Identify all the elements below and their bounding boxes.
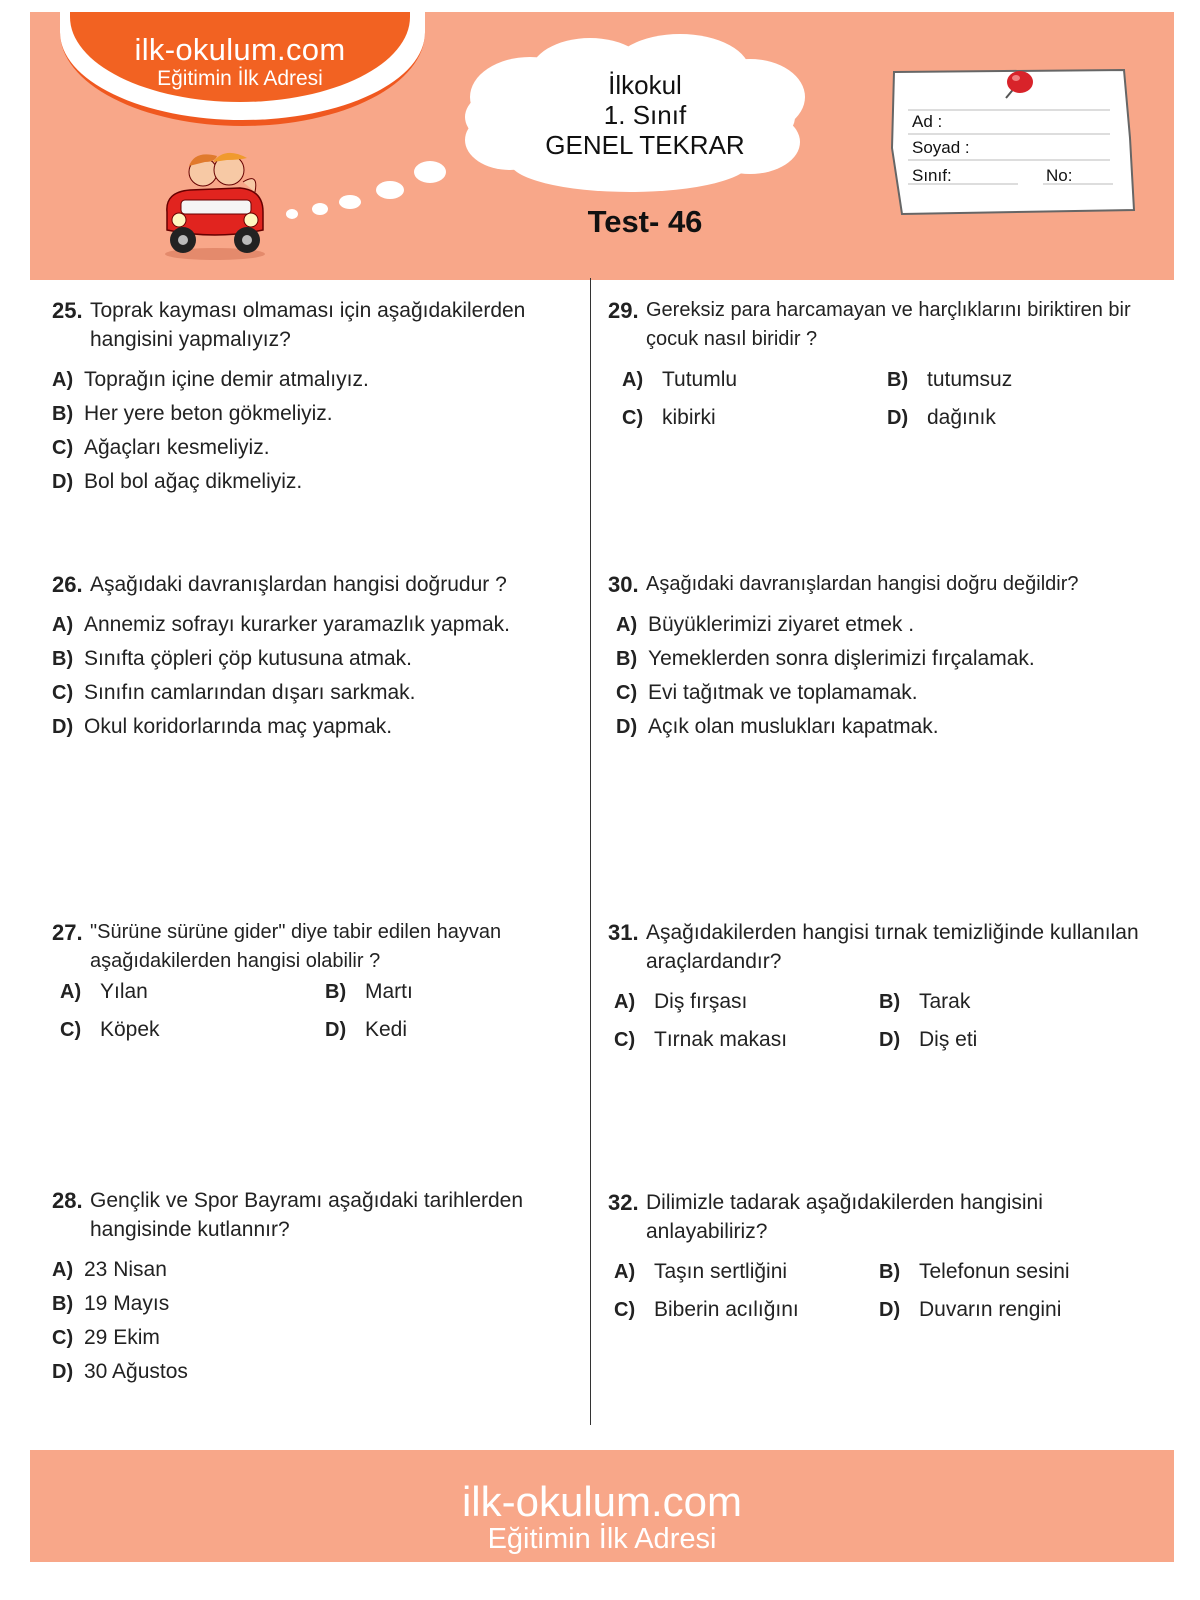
option-b[interactable] bbox=[52, 1292, 592, 1326]
option-c[interactable] bbox=[614, 1028, 879, 1062]
class-field-label: Sınıf: bbox=[912, 166, 952, 185]
option-text: tutumsuz bbox=[927, 368, 1013, 391]
question-26 bbox=[52, 570, 592, 749]
option-d[interactable] bbox=[887, 406, 1152, 440]
option-text: Diş eti bbox=[919, 1028, 978, 1051]
option-b[interactable] bbox=[325, 980, 590, 1014]
option-letter: B) bbox=[52, 648, 74, 670]
option-a[interactable] bbox=[614, 990, 879, 1024]
question-text: Aşağıdaki davranışlardan hangisi doğrudur ? bbox=[90, 573, 507, 596]
option-letter: A) bbox=[60, 981, 82, 1003]
option-letter: C) bbox=[52, 437, 74, 459]
question-stem bbox=[52, 570, 592, 599]
option-letter: C) bbox=[60, 1019, 82, 1041]
option-d[interactable] bbox=[52, 1360, 592, 1394]
footer-site-title: ilk-okulum.com bbox=[461, 1478, 743, 1525]
car-cartoon-icon bbox=[155, 142, 275, 262]
question-text: Gereksiz para harcamayan ve harçlıklarını biriktiren bir çocuk nasıl biridir ? bbox=[646, 299, 1131, 350]
footer-band bbox=[30, 1450, 1174, 1562]
option-letter: B) bbox=[325, 981, 347, 1003]
option-d[interactable] bbox=[52, 470, 592, 504]
option-text: Sınıfın camlarından dışarı sarkmak. bbox=[84, 681, 416, 704]
push-pin-icon bbox=[996, 68, 1036, 102]
option-letter: C) bbox=[622, 407, 644, 429]
name-field-label: Ad : bbox=[912, 112, 943, 131]
test-title: Test- 46 bbox=[587, 204, 703, 239]
question-28 bbox=[52, 1186, 592, 1394]
question-text: Aşağıdaki davranışlardan hangisi doğru değildir? bbox=[646, 573, 1079, 595]
option-d[interactable] bbox=[879, 1028, 1144, 1062]
question-number: 27. bbox=[52, 920, 83, 945]
option-letter: D) bbox=[879, 1029, 901, 1051]
option-c[interactable] bbox=[616, 681, 1168, 715]
option-letter: B) bbox=[616, 648, 638, 670]
option-letter: D) bbox=[887, 407, 909, 429]
option-letter: D) bbox=[616, 716, 638, 738]
question-32 bbox=[608, 1188, 1148, 1332]
question-text: Gençlik ve Spor Bayramı aşağıdaki tarihlerden hangisinde kutlannır? bbox=[90, 1189, 524, 1241]
question-27 bbox=[52, 918, 592, 1052]
option-text: 30 Ağustos bbox=[84, 1360, 188, 1383]
option-text: Biberin acılığını bbox=[654, 1298, 799, 1321]
question-stem bbox=[52, 918, 592, 976]
question-number: 25. bbox=[52, 298, 83, 323]
option-text: Her yere beton gökmeliyiz. bbox=[84, 402, 333, 425]
question-stem bbox=[52, 1186, 592, 1244]
option-c[interactable] bbox=[622, 406, 887, 440]
option-letter: A) bbox=[614, 1261, 636, 1283]
question-25 bbox=[52, 296, 592, 504]
option-text: Taşın sertliğini bbox=[654, 1260, 788, 1283]
option-letter: D) bbox=[325, 1019, 347, 1041]
option-a[interactable] bbox=[52, 368, 592, 402]
student-info-card bbox=[888, 68, 1138, 216]
option-letter: B) bbox=[879, 991, 901, 1013]
question-number: 30. bbox=[608, 572, 639, 597]
option-letter: D) bbox=[52, 716, 74, 738]
number-field-label: No: bbox=[1046, 166, 1073, 185]
option-c[interactable] bbox=[52, 436, 592, 470]
question-text: Dilimizle tadarak aşağıdakilerden hangisini anlayabiliriz? bbox=[646, 1191, 1043, 1243]
footer-subtitle: Eğitimin İlk Adresi bbox=[487, 1523, 717, 1555]
option-text: Yılan bbox=[100, 980, 148, 1003]
question-31 bbox=[608, 918, 1148, 1062]
option-text: Toprağın içine demir atmalıyız. bbox=[84, 368, 369, 391]
school-level: İlkokul bbox=[608, 70, 682, 100]
option-letter: C) bbox=[614, 1029, 636, 1051]
option-text: Yemeklerden sonra dişlerimizi fırçalamak. bbox=[648, 647, 1035, 670]
option-d[interactable] bbox=[879, 1298, 1144, 1332]
option-text: Tırnak makası bbox=[654, 1028, 788, 1051]
question-number: 28. bbox=[52, 1188, 83, 1213]
question-stem bbox=[608, 296, 1148, 354]
grade-label: 1. Sınıf bbox=[603, 100, 687, 130]
option-b[interactable] bbox=[52, 647, 592, 681]
option-letter: A) bbox=[614, 991, 636, 1013]
question-text: Toprak kayması olmaması için aşağıdakilerden hangisini yapmalıyız? bbox=[90, 299, 526, 351]
option-letter: D) bbox=[52, 1361, 74, 1383]
option-letter: C) bbox=[52, 1327, 74, 1349]
question-stem bbox=[608, 918, 1148, 976]
option-letter: A) bbox=[52, 614, 74, 636]
option-letter: A) bbox=[616, 614, 638, 636]
option-a[interactable] bbox=[614, 1260, 879, 1294]
question-number: 31. bbox=[608, 920, 639, 945]
option-letter: C) bbox=[616, 682, 638, 704]
question-stem bbox=[52, 296, 592, 354]
option-c[interactable] bbox=[52, 681, 592, 715]
cloud-text bbox=[500, 70, 790, 160]
option-text: 19 Mayıs bbox=[84, 1292, 170, 1315]
option-b[interactable] bbox=[887, 368, 1152, 402]
question-stem bbox=[608, 570, 1168, 599]
option-text: Duvarın rengini bbox=[919, 1298, 1062, 1321]
option-a[interactable] bbox=[622, 368, 887, 402]
option-text: 29 Ekim bbox=[84, 1326, 160, 1349]
option-b[interactable] bbox=[52, 402, 592, 436]
question-stem bbox=[608, 1188, 1148, 1246]
logo-subtitle: Eğitimin İlk Adresi bbox=[157, 67, 323, 90]
option-letter: A) bbox=[622, 369, 644, 391]
option-text: Evi tağıtmak ve toplamamak. bbox=[648, 681, 918, 704]
option-d[interactable] bbox=[325, 1018, 590, 1052]
option-text: Okul koridorlarında maç yapmak. bbox=[84, 715, 393, 738]
option-letter: D) bbox=[52, 471, 74, 493]
option-letter: B) bbox=[887, 369, 909, 391]
option-a[interactable] bbox=[52, 613, 592, 647]
option-letter: B) bbox=[52, 403, 74, 425]
option-text: Tutumlu bbox=[662, 368, 738, 391]
option-letter: C) bbox=[614, 1299, 636, 1321]
option-text: Sınıfta çöpleri çöp kutusuna atmak. bbox=[84, 647, 413, 670]
review-title: GENEL TEKRAR bbox=[545, 130, 745, 160]
question-text: Aşağıdakilerden hangisi tırnak temizliğinde kullanılan araçlardandır? bbox=[646, 921, 1139, 973]
option-a[interactable] bbox=[52, 1258, 592, 1292]
option-text: Ağaçları kesmeliyiz. bbox=[84, 436, 270, 459]
option-text: Annemiz sofrayı kurarker yaramazlık yapmak. bbox=[84, 613, 510, 636]
question-number: 29. bbox=[608, 298, 639, 323]
option-text: Kedi bbox=[365, 1018, 408, 1041]
option-text: Diş fırşası bbox=[654, 990, 748, 1013]
header-band bbox=[30, 12, 1174, 280]
option-letter: A) bbox=[52, 369, 74, 391]
option-text: Köpek bbox=[100, 1018, 160, 1041]
question-30 bbox=[608, 570, 1168, 749]
option-b[interactable] bbox=[616, 647, 1168, 681]
option-b[interactable] bbox=[879, 1260, 1144, 1294]
option-d[interactable] bbox=[616, 715, 1168, 749]
option-text: dağınık bbox=[927, 406, 996, 429]
option-a[interactable] bbox=[60, 980, 325, 1014]
option-letter: C) bbox=[52, 682, 74, 704]
option-text: 23 Nisan bbox=[84, 1258, 167, 1281]
option-letter: A) bbox=[52, 1259, 74, 1281]
option-text: Büyüklerimizi ziyaret etmek . bbox=[648, 613, 915, 636]
option-b[interactable] bbox=[879, 990, 1144, 1024]
option-text: Martı bbox=[365, 980, 413, 1003]
option-c[interactable] bbox=[614, 1298, 879, 1332]
option-text: Telefonun sesini bbox=[919, 1260, 1070, 1283]
option-letter: D) bbox=[879, 1299, 901, 1321]
question-29 bbox=[608, 296, 1148, 440]
option-letter: B) bbox=[879, 1261, 901, 1283]
surname-field-label: Soyad : bbox=[912, 138, 970, 157]
logo-title: ilk-okulum.com bbox=[134, 32, 346, 67]
question-text: "Sürüne sürüne gider" diye tabir edilen hayvan aşağıdakilerden hangisi olabilir ? bbox=[90, 921, 502, 972]
option-text: kibirki bbox=[662, 406, 716, 429]
option-c[interactable] bbox=[60, 1018, 325, 1052]
option-text: Tarak bbox=[919, 990, 971, 1013]
option-c[interactable] bbox=[52, 1326, 592, 1360]
option-a[interactable] bbox=[616, 613, 1168, 647]
option-letter: B) bbox=[52, 1293, 74, 1315]
question-number: 26. bbox=[52, 572, 83, 597]
option-text: Bol bol ağaç dikmeliyiz. bbox=[84, 470, 303, 493]
option-text: Açık olan muslukları kapatmak. bbox=[648, 715, 939, 738]
option-d[interactable] bbox=[52, 715, 592, 749]
question-number: 32. bbox=[608, 1190, 639, 1215]
